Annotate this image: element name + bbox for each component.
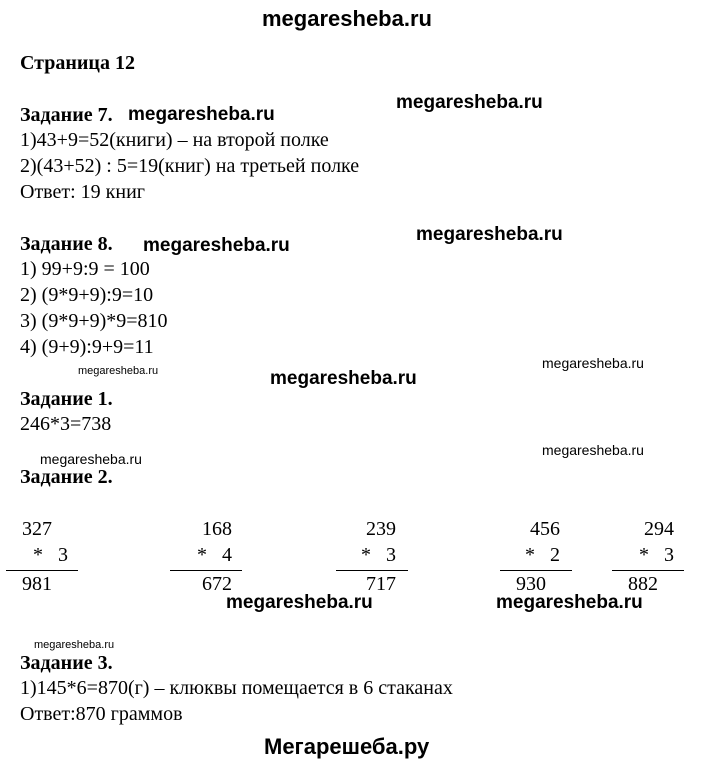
watermark: megaresheba.ru [416, 224, 563, 245]
multiplicand: 327 [22, 518, 52, 540]
product: 930 [516, 573, 546, 595]
multiplier-row [170, 542, 242, 568]
multiplier-row [336, 542, 408, 568]
task8-line: 1) 99+9:9 = 100 [20, 258, 150, 280]
watermark: megaresheba.ru [496, 592, 643, 613]
product: 717 [366, 573, 396, 595]
task7-heading: Задание 7. [20, 104, 113, 126]
multiplicand: 294 [644, 518, 674, 540]
task7-line: 1)43+9=52(книги) – на второй полке [20, 129, 329, 151]
watermark: megaresheba.ru [542, 442, 644, 458]
multiplier: 4 [222, 544, 232, 566]
task2-heading: Задание 2. [20, 466, 113, 488]
multiplier: 3 [664, 544, 674, 566]
multiplicand: 239 [366, 518, 396, 540]
task8-heading: Задание 8. [20, 233, 113, 255]
multiplier: 3 [58, 544, 68, 566]
multiply-sign: * [361, 544, 371, 566]
task3-answer: Ответ:870 граммов [20, 703, 183, 725]
task8-line: 3) (9*9+9)*9=810 [20, 310, 168, 332]
multiplier-row [500, 542, 572, 568]
multiplicand: 456 [530, 518, 560, 540]
watermark: megaresheba.ru [143, 235, 290, 256]
watermark: megaresheba.ru [40, 451, 142, 467]
multiplier: 3 [386, 544, 396, 566]
column-multiplication [500, 516, 572, 597]
task1-line: 246*3=738 [20, 413, 112, 435]
task7-answer: Ответ: 19 книг [20, 181, 146, 203]
multiplier-row [6, 542, 78, 568]
site-watermark-top: megaresheba.ru [262, 6, 432, 31]
watermark: megaresheba.ru [542, 355, 644, 371]
task1-heading: Задание 1. [20, 388, 113, 410]
multiplier-row [612, 542, 684, 568]
multiply-sign: * [639, 544, 649, 566]
column-multiplication [336, 516, 408, 597]
task3-line: 1)145*6=870(г) – клюквы помещается в 6 стаканах [20, 677, 453, 699]
multiply-sign: * [525, 544, 535, 566]
product: 981 [22, 573, 52, 595]
product: 882 [628, 573, 658, 595]
task3-heading: Задание 3. [20, 652, 113, 674]
column-multiplication [6, 516, 78, 597]
multiply-sign: * [197, 544, 207, 566]
watermark: megaresheba.ru [270, 368, 417, 389]
task7-line: 2)(43+52) : 5=19(книг) на третьей полке [20, 155, 360, 177]
multiplicand: 168 [202, 518, 232, 540]
watermark: megaresheba.ru [78, 365, 159, 377]
watermark: megaresheba.ru [34, 639, 115, 651]
watermark: megaresheba.ru [226, 592, 373, 613]
task8-line: 2) (9*9+9):9=10 [20, 284, 154, 306]
column-multiplication [612, 516, 684, 597]
site-watermark-footer: Мегарешеба.ру [264, 734, 430, 759]
product: 672 [202, 573, 232, 595]
watermark: megaresheba.ru [128, 104, 275, 125]
task8-line: 4) (9+9):9+9=11 [20, 336, 154, 358]
column-multiplication [170, 516, 242, 597]
watermark: megaresheba.ru [396, 92, 543, 113]
multiplier: 2 [550, 544, 560, 566]
page-title: Страница 12 [20, 52, 135, 74]
multiply-sign: * [33, 544, 43, 566]
